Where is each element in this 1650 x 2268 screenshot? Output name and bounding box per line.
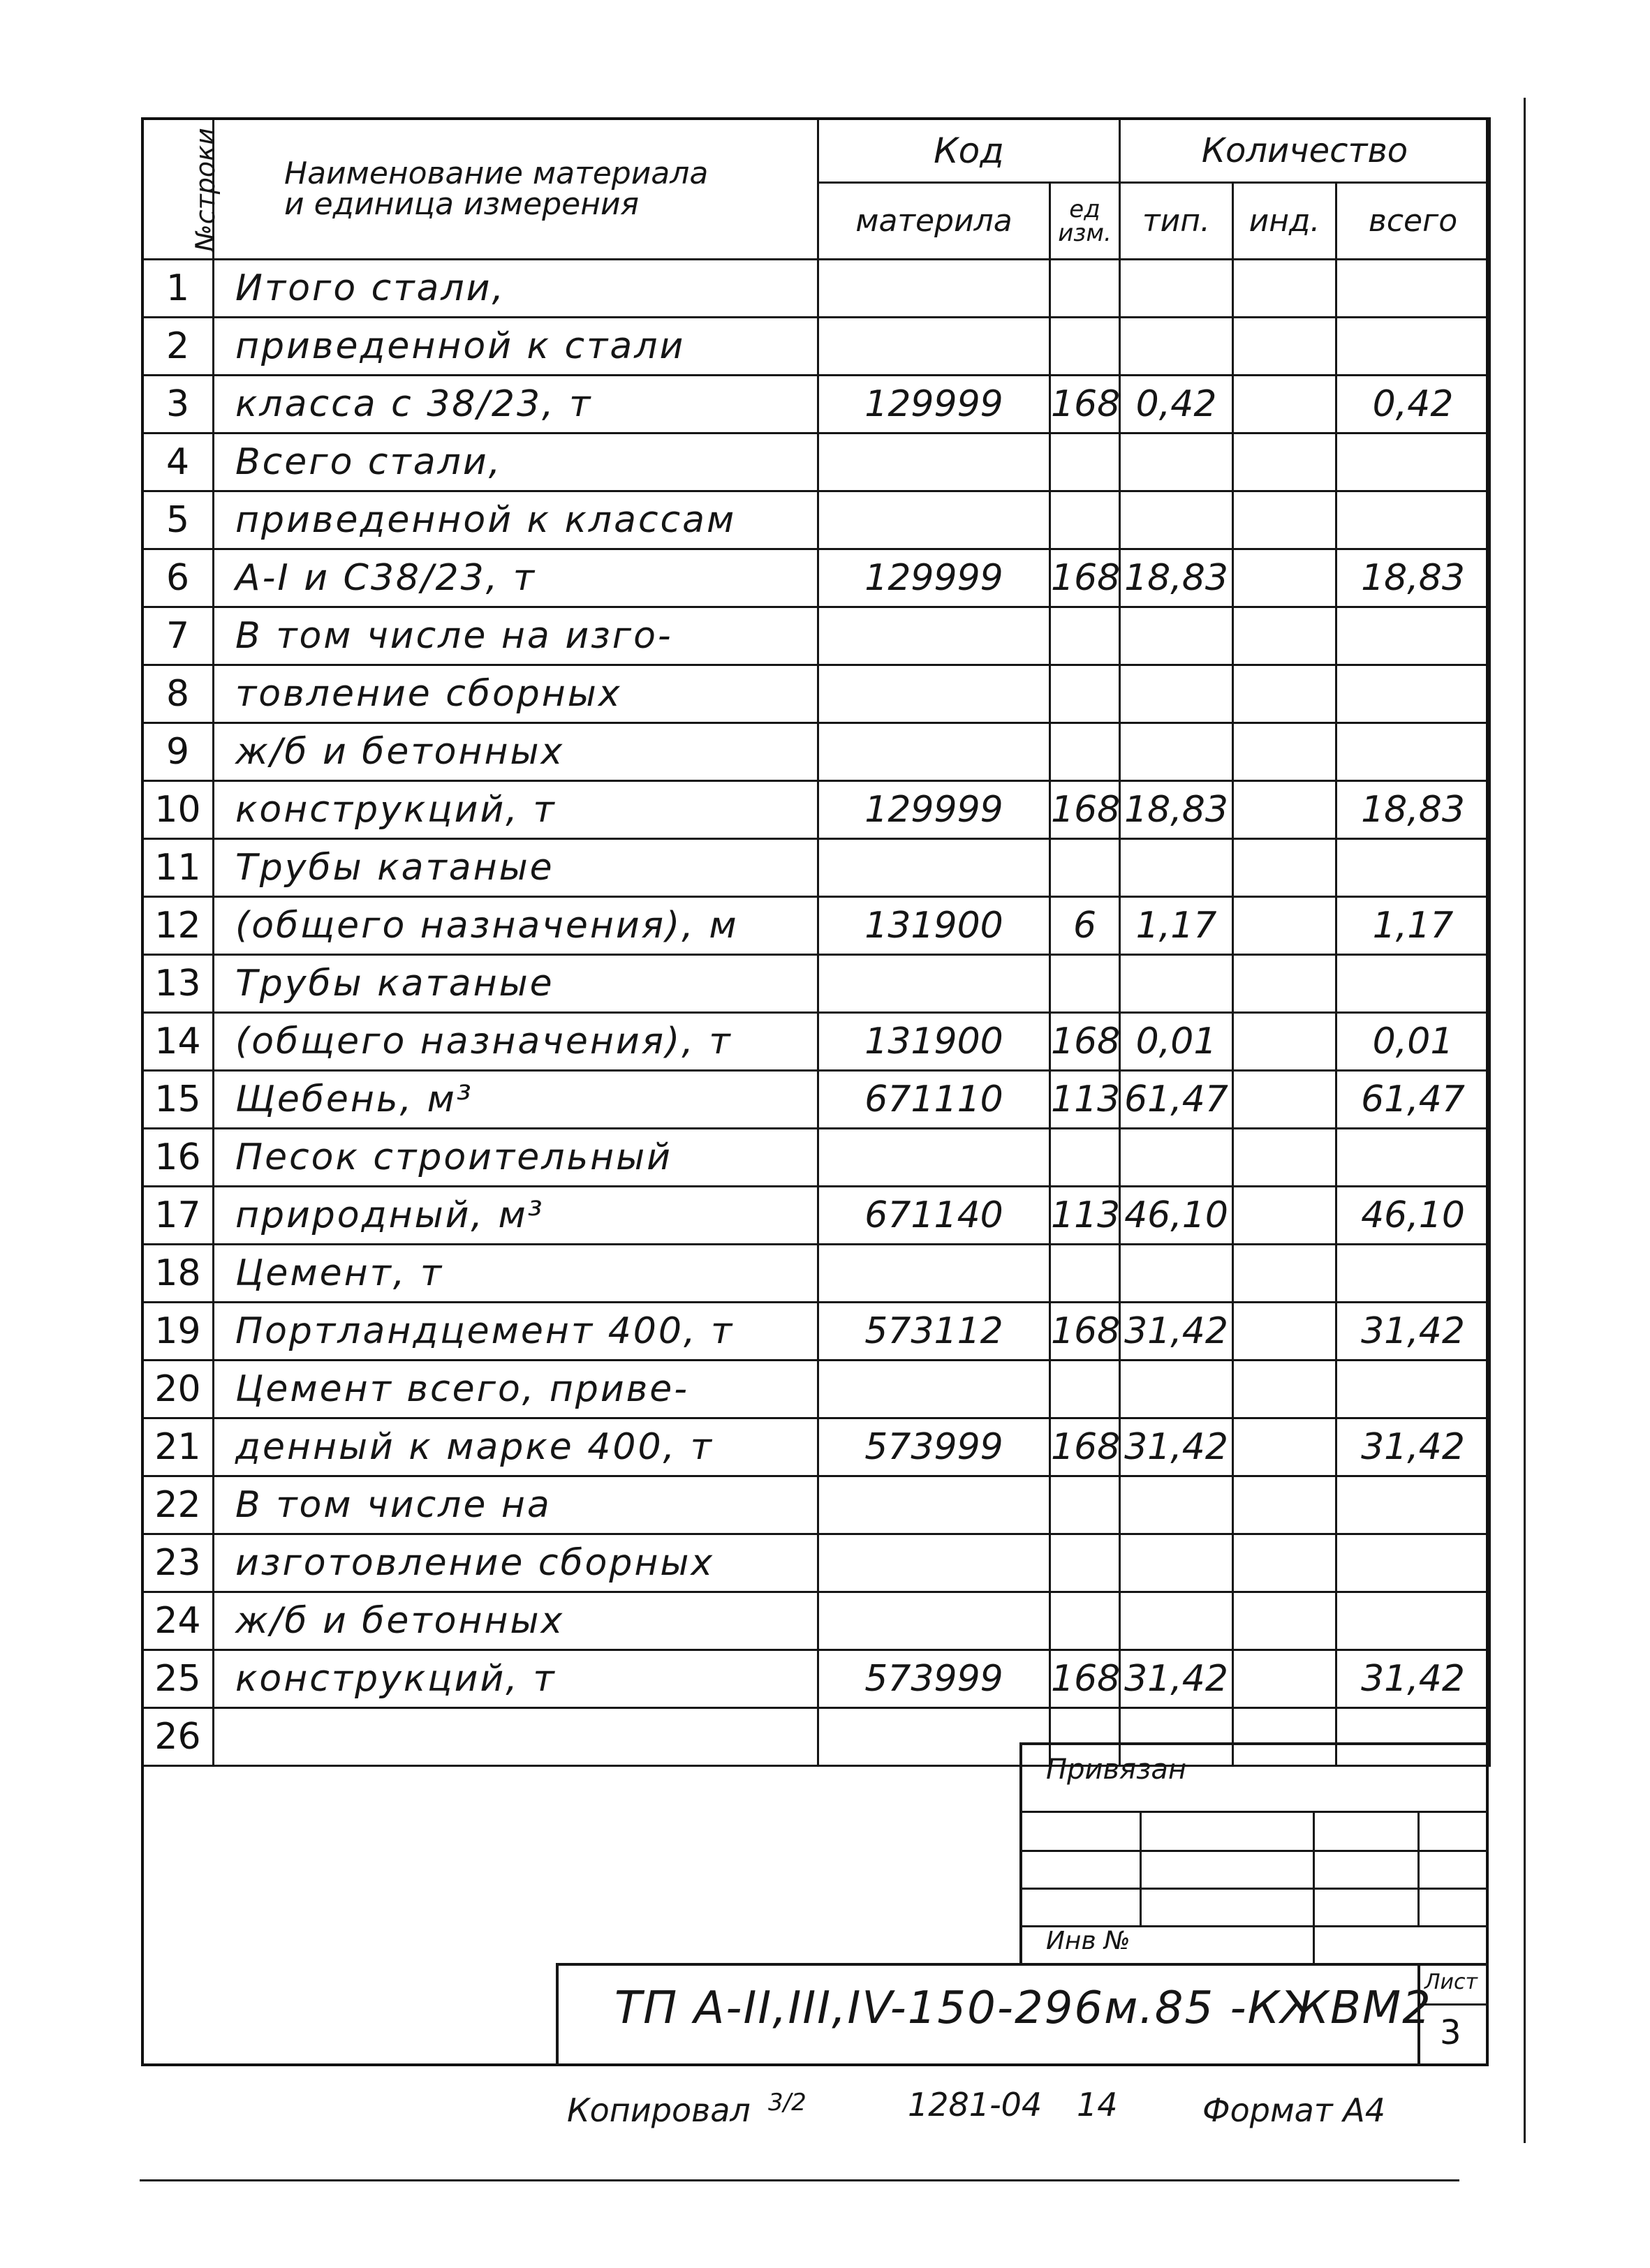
- material-name-cell: (общего назначения), м: [214, 897, 818, 955]
- material-code-cell: 131900: [818, 897, 1050, 955]
- qty-typ-header: тип.: [1120, 183, 1233, 260]
- row-number-cell: 7: [142, 607, 214, 665]
- material-name-cell: конструкций, т: [214, 781, 818, 839]
- unit-code-cell: 113: [1050, 1187, 1120, 1245]
- row-number-cell: 21: [142, 1418, 214, 1476]
- qty-typ-cell: 61,47: [1120, 1071, 1233, 1129]
- qty-typ-cell: 31,42: [1120, 1650, 1233, 1708]
- material-name-cell: Всего стали,: [214, 433, 818, 491]
- document-designation: ТП А-II,III,IV-150-296м.85 -КЖВМ2: [614, 1982, 1432, 2034]
- row-number-cell: 19: [142, 1303, 214, 1361]
- code-unit-header: ед изм.: [1050, 183, 1120, 260]
- qty-typ-cell: 0,42: [1120, 376, 1233, 433]
- qty-total-cell: 0,01: [1336, 1013, 1490, 1071]
- sheet-label: Лист: [1424, 1970, 1478, 1994]
- unit-code-cell: 168: [1050, 376, 1120, 433]
- qty-total-cell: 31,42: [1336, 1418, 1490, 1476]
- stamp-vline-3: [1417, 1811, 1420, 1925]
- qty-total-cell: 61,47: [1336, 1071, 1490, 1129]
- material-name-cell: (общего назначения), т: [214, 1013, 818, 1071]
- copied-by-label: Копировал: [567, 2091, 751, 2129]
- material-code-cell: 573999: [818, 1650, 1050, 1708]
- unit-code-cell: 168: [1050, 1650, 1120, 1708]
- material-code-cell: 671110: [818, 1071, 1050, 1129]
- row-number-cell: 25: [142, 1650, 214, 1708]
- row-number-cell: 22: [142, 1476, 214, 1534]
- material-code-cell: 129999: [818, 549, 1050, 607]
- row-number-cell: 13: [142, 955, 214, 1013]
- stamp-vline-2: [1313, 1811, 1315, 1964]
- row-number-header-text: №строки: [189, 128, 221, 252]
- page-trim-line: [140, 2179, 1459, 2181]
- material-name-cell: денный к марке 400, т: [214, 1418, 818, 1476]
- qty-total-cell: 18,83: [1336, 549, 1490, 607]
- material-code-cell: 671140: [818, 1187, 1050, 1245]
- qty-total-cell: 1,17: [1336, 897, 1490, 955]
- material-name-cell: природный, м³: [214, 1187, 818, 1245]
- sheet-frame: [141, 117, 1489, 2066]
- row-number-cell: 5: [142, 491, 214, 549]
- material-name-cell: Цемент всего, приве-: [214, 1361, 818, 1418]
- material-code-cell: 573999: [818, 1418, 1050, 1476]
- unit-code-cell: 168: [1050, 781, 1120, 839]
- material-name-cell: В том числе на: [214, 1476, 818, 1534]
- code-material-header: материла: [818, 183, 1050, 260]
- qty-total-header: всего: [1336, 183, 1490, 260]
- material-name-cell: класса с 38/23, т: [214, 376, 818, 433]
- designation-top-line: [556, 1963, 1489, 1966]
- material-name-header-line1: Наименование материала: [284, 155, 709, 191]
- material-name-cell: В том числе на изго-: [214, 607, 818, 665]
- row-number-cell: 26: [142, 1708, 214, 1766]
- qty-typ-cell: 1,17: [1120, 897, 1233, 955]
- row-number-cell: 14: [142, 1013, 214, 1071]
- bound-label: Привязан: [1046, 1754, 1187, 1786]
- qty-typ-cell: 18,83: [1120, 549, 1233, 607]
- sheet-number: 3: [1440, 2013, 1461, 2052]
- unit-code-cell: 168: [1050, 1013, 1120, 1071]
- qty-total-cell: 46,10: [1336, 1187, 1490, 1245]
- row-number-cell: 17: [142, 1187, 214, 1245]
- material-name-cell: изготовление сборных: [214, 1534, 818, 1592]
- row-number-cell: 18: [142, 1245, 214, 1303]
- quantity-group-header: Количество: [1120, 119, 1490, 183]
- material-name-cell: Трубы катаные: [214, 839, 818, 897]
- material-name-cell: Цемент, т: [214, 1245, 818, 1303]
- copier-mark: 3/2: [768, 2089, 806, 2117]
- row-number-cell: 12: [142, 897, 214, 955]
- stamp-top-line: [1019, 1742, 1489, 1745]
- stamp-vline-1: [1140, 1811, 1142, 1925]
- qty-typ-cell: 18,83: [1120, 781, 1233, 839]
- unit-code-cell: 168: [1050, 549, 1120, 607]
- material-name-cell: Итого стали,: [214, 260, 818, 318]
- material-code-cell: 129999: [818, 376, 1050, 433]
- row-number-cell: 4: [142, 433, 214, 491]
- material-name-cell: А-I и С38/23, т: [214, 549, 818, 607]
- unit-code-cell: 168: [1050, 1303, 1120, 1361]
- material-name-header-line2: и единица измерения: [284, 186, 640, 222]
- order-number: 1281-04: [908, 2086, 1043, 2124]
- row-number-cell: 23: [142, 1534, 214, 1592]
- unit-code-cell: 6: [1050, 897, 1120, 955]
- designation-left-line: [556, 1963, 559, 2066]
- material-name-cell: ж/б и бетонных: [214, 723, 818, 781]
- qty-ind-header: инд.: [1233, 183, 1336, 260]
- material-name-cell: Трубы катаные: [214, 955, 818, 1013]
- material-name-cell: Песок строительный: [214, 1129, 818, 1187]
- qty-total-cell: 18,83: [1336, 781, 1490, 839]
- inventory-label: Инв №: [1046, 1927, 1130, 1955]
- stamp-left-line: [1019, 1742, 1022, 1964]
- page-border-right: [1524, 98, 1526, 2143]
- qty-typ-cell: 46,10: [1120, 1187, 1233, 1245]
- row-number-cell: 16: [142, 1129, 214, 1187]
- code-group-header: Код: [818, 119, 1120, 183]
- material-name-cell: Портландцемент 400, т: [214, 1303, 818, 1361]
- row-number-cell: 20: [142, 1361, 214, 1418]
- unit-code-cell: 113: [1050, 1071, 1120, 1129]
- unit-code-cell: 168: [1050, 1418, 1120, 1476]
- qty-total-cell: 31,42: [1336, 1303, 1490, 1361]
- qty-total-cell: 31,42: [1336, 1650, 1490, 1708]
- qty-typ-cell: 31,42: [1120, 1303, 1233, 1361]
- row-number-cell: 1: [142, 260, 214, 318]
- row-number-cell: 15: [142, 1071, 214, 1129]
- qty-total-cell: 0,42: [1336, 376, 1490, 433]
- row-number-cell: 10: [142, 781, 214, 839]
- qty-typ-cell: 31,42: [1120, 1418, 1233, 1476]
- material-code-cell: 573112: [818, 1303, 1050, 1361]
- material-code-cell: 131900: [818, 1013, 1050, 1071]
- qty-typ-cell: 0,01: [1120, 1013, 1233, 1071]
- row-number-cell: 9: [142, 723, 214, 781]
- material-name-cell: приведенной к стали: [214, 318, 818, 376]
- order-sheet-number: 14: [1077, 2086, 1118, 2124]
- row-number-cell: 8: [142, 665, 214, 723]
- row-number-cell: 24: [142, 1592, 214, 1650]
- material-name-cell: товление сборных: [214, 665, 818, 723]
- row-number-cell: 3: [142, 376, 214, 433]
- material-name-cell: ж/б и бетонных: [214, 1592, 818, 1650]
- row-number-cell: 11: [142, 839, 214, 897]
- material-name-cell: конструкций, т: [214, 1650, 818, 1708]
- material-code-cell: 129999: [818, 781, 1050, 839]
- row-number-cell: 2: [142, 318, 214, 376]
- row-number-cell: 6: [142, 549, 214, 607]
- material-name-cell: приведенной к классам: [214, 491, 818, 549]
- format-label: Формат А4: [1202, 2091, 1385, 2129]
- material-name-cell: Щебень, м³: [214, 1071, 818, 1129]
